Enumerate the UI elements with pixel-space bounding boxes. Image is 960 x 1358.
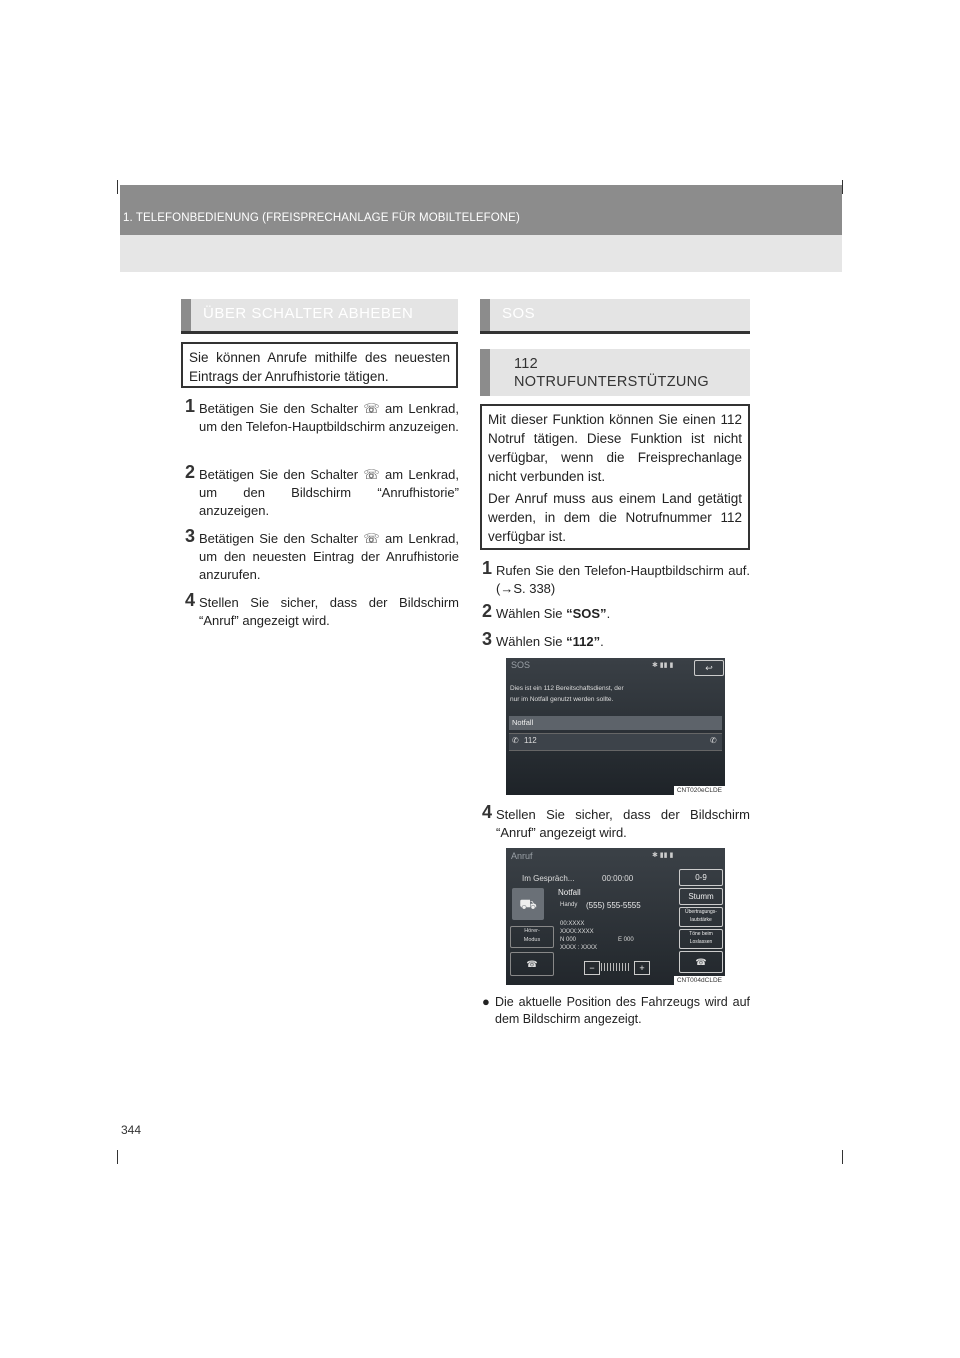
section-title: ÜBER SCHALTER ABHEBEN xyxy=(203,305,414,322)
step-text-bold: “SOS” xyxy=(566,606,607,621)
section-header-left xyxy=(181,299,458,334)
tones-label-1: Töne beim xyxy=(689,931,713,937)
phone-number: (555) 555-5555 xyxy=(586,901,641,910)
step-text: Stellen Sie sicher, dass der Bildschirm “Anruf” angezeigt wird. xyxy=(199,595,459,628)
step-3 xyxy=(185,526,459,584)
step-text: Rufen Sie den Telefon-Hauptbildschirm auf. (→S. 338) xyxy=(496,563,750,596)
figure-caption: CNT004dCLDE xyxy=(674,976,725,985)
step-number: 4 xyxy=(482,802,493,822)
sos-screen xyxy=(506,658,725,795)
info-box xyxy=(480,404,750,550)
contact-name: Notfall xyxy=(558,888,581,897)
step-text: Stellen Sie sicher, dass der Bildschirm “Anruf” angezeigt wird. xyxy=(496,807,750,840)
category-label: Notfall xyxy=(512,718,534,727)
step-number: 2 xyxy=(185,462,196,482)
call-status: Im Gespräch... xyxy=(522,874,575,883)
hangup-button-left[interactable]: ☎ xyxy=(510,952,554,976)
tones-button[interactable] xyxy=(679,929,723,949)
back-button[interactable]: ↩ xyxy=(694,660,724,676)
section-tab xyxy=(181,299,191,331)
step-2 xyxy=(185,462,459,520)
bullet-text: Die aktuelle Position des Fahrzeugs wird auf dem Bildschirm angezeigt. xyxy=(495,995,750,1026)
sub-title-line-1: 112 xyxy=(514,356,539,372)
handset-mode-label-2: Modus xyxy=(523,937,541,943)
call-timer: 00:00:00 xyxy=(602,874,634,883)
section-tab xyxy=(480,299,490,331)
tones-label-2: Loslassen xyxy=(689,939,713,945)
crop-mark xyxy=(117,1150,118,1164)
coord-5: XXXX : XXXX xyxy=(560,945,598,951)
step-number: 1 xyxy=(482,558,493,578)
step-text xyxy=(482,633,750,651)
status-icons: ✱ ▮▮ ▮ xyxy=(652,662,674,669)
step-r4 xyxy=(482,802,750,842)
crop-mark xyxy=(117,180,118,194)
step-text-bold: “112” xyxy=(566,634,601,649)
step-r1 xyxy=(482,558,750,598)
header-bar xyxy=(120,185,842,235)
step-text-post: . xyxy=(600,634,604,649)
vehicle-icon: ⛟ xyxy=(512,888,544,920)
crop-mark xyxy=(842,180,843,194)
step-text xyxy=(482,605,750,623)
call-screen xyxy=(506,848,725,985)
figure-caption: CNT020eCLDE xyxy=(674,786,725,795)
sos-message-2: nur im Notfall genutzt werden sollte. xyxy=(510,696,614,703)
volume-label-2: lautstärke xyxy=(690,917,712,923)
section-header-right xyxy=(480,299,750,334)
emergency-call-item[interactable] xyxy=(509,733,722,751)
sub-header xyxy=(480,349,750,396)
step-r3 xyxy=(482,629,750,651)
handset-mode-button[interactable] xyxy=(510,926,554,948)
emergency-number: 112 xyxy=(524,736,537,745)
intro-box xyxy=(181,342,458,388)
step-number: 3 xyxy=(185,526,196,546)
volume-label-1: Übertragungs- xyxy=(685,909,717,915)
coord-3: N 000 xyxy=(560,937,577,943)
step-number: 2 xyxy=(482,601,493,621)
step-number: 3 xyxy=(482,629,493,649)
section-title: SOS xyxy=(502,305,536,322)
bullet-note xyxy=(482,994,750,1028)
chapter-title: 1. TELEFONBEDIENUNG (FREISPRECHANLAGE FÜR MOBILTELEFONE) xyxy=(123,212,520,224)
sub-title xyxy=(514,355,709,391)
status-icons: ✱ ▮▮ ▮ xyxy=(652,852,674,859)
step-text-pre: Wählen Sie xyxy=(496,606,567,621)
volume-minus-button[interactable]: − xyxy=(584,961,600,975)
step-number: 1 xyxy=(185,396,196,416)
step-r2 xyxy=(482,601,750,623)
page-number: 344 xyxy=(121,1123,142,1137)
step-text: Betätigen Sie den Schalter ☏ am Lenkrad, um den neuesten Eintrag der Anrufhistorie anzurufen. xyxy=(199,531,459,582)
coord-4: E 000 xyxy=(618,937,634,943)
hangup-button-right[interactable]: ☎ xyxy=(679,951,723,973)
sos-message-1: Dies ist ein 112 Bereitschaftsdienst, der xyxy=(510,685,624,692)
phone-label: Handy xyxy=(560,902,578,908)
call-icon: ✆ xyxy=(710,736,717,745)
mute-button[interactable]: Stumm xyxy=(679,888,723,905)
sub-title-line-2: NOTRUFUNTERSTÜTZUNG xyxy=(514,374,709,390)
coord-2: XXXX:XXXX xyxy=(560,929,594,935)
handset-mode-label-1: Hörer- xyxy=(524,928,540,934)
sos-screen-title: SOS xyxy=(511,660,531,670)
step-number: 4 xyxy=(185,590,196,610)
bullet-dot: ● xyxy=(482,994,490,1009)
page-header xyxy=(120,185,842,272)
volume-button[interactable] xyxy=(679,907,723,927)
step-text: Betätigen Sie den Schalter ☏ am Lenkrad, um den Bildschirm “Anrufhistorie” anzuzeigen. xyxy=(199,467,459,518)
info-text-1: Mit dieser Funktion können Sie einen 112 Notruf tätigen. Diese Funktion ist nicht verfügbar, wenn die Freisprechanlage nicht verbunden ist. xyxy=(488,412,742,484)
step-text-post: . xyxy=(606,606,611,621)
call-screen-title: Anruf xyxy=(511,851,533,861)
phone-icon: ✆ xyxy=(512,736,519,745)
info-text-2: Der Anruf muss aus einem Land getätigt werden, in dem die Notrufnummer 112 verfügbar ist. xyxy=(488,491,742,544)
crop-mark xyxy=(842,1150,843,1164)
step-4 xyxy=(185,590,459,630)
category-bar xyxy=(509,716,722,730)
keypad-button[interactable]: 0-9 xyxy=(679,869,723,886)
volume-plus-button[interactable]: + xyxy=(634,961,650,975)
intro-text: Sie können Anrufe mithilfe des neuesten Eintrags der Anrufhistorie tätigen. xyxy=(189,350,450,384)
sub-tab xyxy=(480,349,490,396)
step-text-pre: Wählen Sie xyxy=(496,634,567,649)
step-text: Betätigen Sie den Schalter ☏ am Lenkrad, um den Telefon-Hauptbildschirm anzuzeigen. xyxy=(199,401,459,434)
volume-bar xyxy=(601,963,631,971)
coord-1: 00:XXXX xyxy=(560,921,585,927)
step-1 xyxy=(185,396,459,436)
